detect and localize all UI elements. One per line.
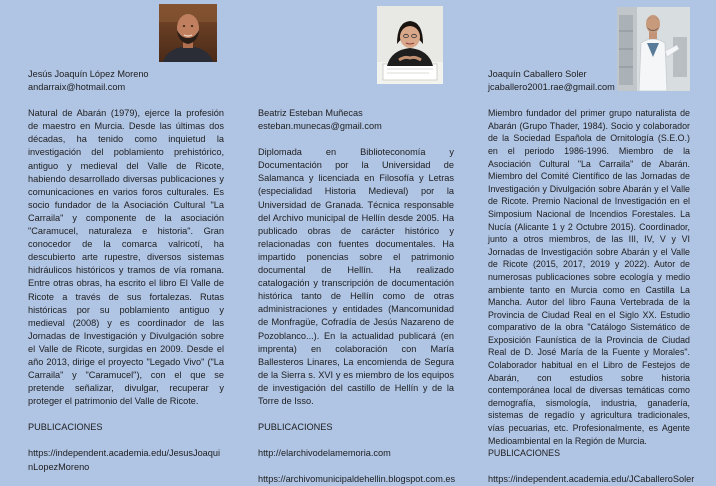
profile-card-caballero-soler <box>488 68 695 486</box>
publications-heading: PUBLICACIONES <box>28 422 103 433</box>
publications-heading: PUBLICACIONES <box>488 448 561 459</box>
author-photo-lopez-moreno <box>159 4 217 62</box>
author-bio: Natural de Abarán (1979), ejerce la profesión de maestro en Murcia. Desde las últimas dos décadas, ha tenido como inquietud la investigación del poblamiento prehistórico, antiguo y medieval del Valle de Ricote, habiendo desarrollado diversas publicaciones y comunicaciones en varios foros culturales. Es socio fundador de la Asociación Cultural "La Carraila" y componente de la asociación "Caramucel, naturaleza e historia". Gran conocedor de la comarca valricotí, ha descubierto arte rupestre, diversos sistemas hidráulicos históricos y tramos de vía romana. Entre otras obras, ha escrito el libro El Valle de Ricote a través de sus fortalezas. Rutas históricas por su poblamiento antiguo y medieval (2008) y es coordinador de las Jornadas de Investigación y Divulgación sobre el Valle de Ricote, surgidas en 2009. Desde el año 2013, dirige el proyecto "Legado Vivo" ("La Carraila" y "Caramucel"), con el que se pretende señalizar, divulgar, recuperar y proteger el patrimonio del Valle de Ricote. <box>28 108 224 407</box>
publication-link[interactable]: https://archivomunicipaldehellin.blogspot.com.es <box>258 474 456 485</box>
profile-card-esteban-munecas <box>258 107 454 486</box>
publications-heading: PUBLICACIONES <box>258 422 333 433</box>
author-name: Beatriz Esteban Muñecas <box>258 108 363 118</box>
publication-link[interactable]: https://independent.academia.edu/JesusJoaquinLopezMoreno <box>28 448 221 472</box>
profile-card-lopez-moreno <box>28 68 224 474</box>
publication-link[interactable]: https://independent.academia.edu/JCaballeroSoler <box>488 473 695 484</box>
author-bio: Diplomada en Biblioteconomía y Documentación por la Universidad de Salamanca y licenciada en Filosofía y Letras (especialidad Historia Medieval) por la Universidad de Granada. Técnica responsable del Archivo municipal de Hellín desde 2005. Ha publicado obras de carácter histórico y relacionadas con fuentes documentales. Ha impartido ponencias sobre el patrimonio documental de Hellín. Ha realizado catalogación y transcripción de documentación histórica tanto de Hellín como de otras administraciones y entidades (Mancomunidad de Monfragüe, Cofradía de Jesús Nazareno de Pozoblanco...). En la actualidad publicará (en imprenta) en colaboración con María Ballesteros Linares, La encomienda de Segura de la Sierra s. XVI y es miembro de los equipos de investigación del castillo de Hellín y de la Torre de Isso. <box>258 147 454 406</box>
author-email[interactable]: esteban.munecas@gmail.com <box>258 121 382 132</box>
author-email[interactable]: andarraix@hotmail.com <box>28 82 126 93</box>
author-bio: Miembro fundador del primer grupo naturalista de Abarán (Grupo Thader, 1984). Socio y colaborador de la Sociedad Española de Ornitología (S.E.O.) en el periodo 1986-1996. Miembro de la Asociación Cultural "La Carraila" de Abarán. Miembro del Comité Científico de las Jornadas de Investigación y Divulgación sobre Abarán y el Valle de Ricote. Premio Nacional de Investigación en el Simposium Nacional de Incendios Forestales. La Nucía (Alicante 1 y 2 Octubre 2015). Coordinador, junto a otros miembros, de las III, IV, V y VI Jornadas de Investigación sobre Abarán y el Valle de Ricote (2015, 2017, 2019 y 2022). Autor de numerosas publicaciones sobre ecología y medio ambiente tanto en Murcia como en Castilla La Mancha. Autor del libro Fauna Vertebrada de la Provincia de Ciudad Real en el Siglo XX. Estudio comparativo de la obra "Catálogo Sistemático de Exposición Faunística de la Provincia de Ciudad Real de D. José María de la Fuente y Morales". Colaborador habitual en el Libro de Festejos de Abarán, con estudios sobre historia contemporánea local de diversas temáticas como demografía, sismología, industria, ganadería, sistemas de regadío y agricultura tradicionales, vías pecuarias, etc. Profesionalmente, es Agente Medioambiental en la Región de Murcia. <box>488 108 690 446</box>
publication-link[interactable]: http://elarchivodelamemoria.com <box>258 448 391 459</box>
author-name: Joaquín Caballero Soler <box>488 69 587 79</box>
author-name: Jesús Joaquín López Moreno <box>28 69 149 79</box>
author-photo-esteban-munecas <box>377 6 443 84</box>
author-email[interactable]: jcaballero2001.rae@gmail.com <box>488 82 615 93</box>
